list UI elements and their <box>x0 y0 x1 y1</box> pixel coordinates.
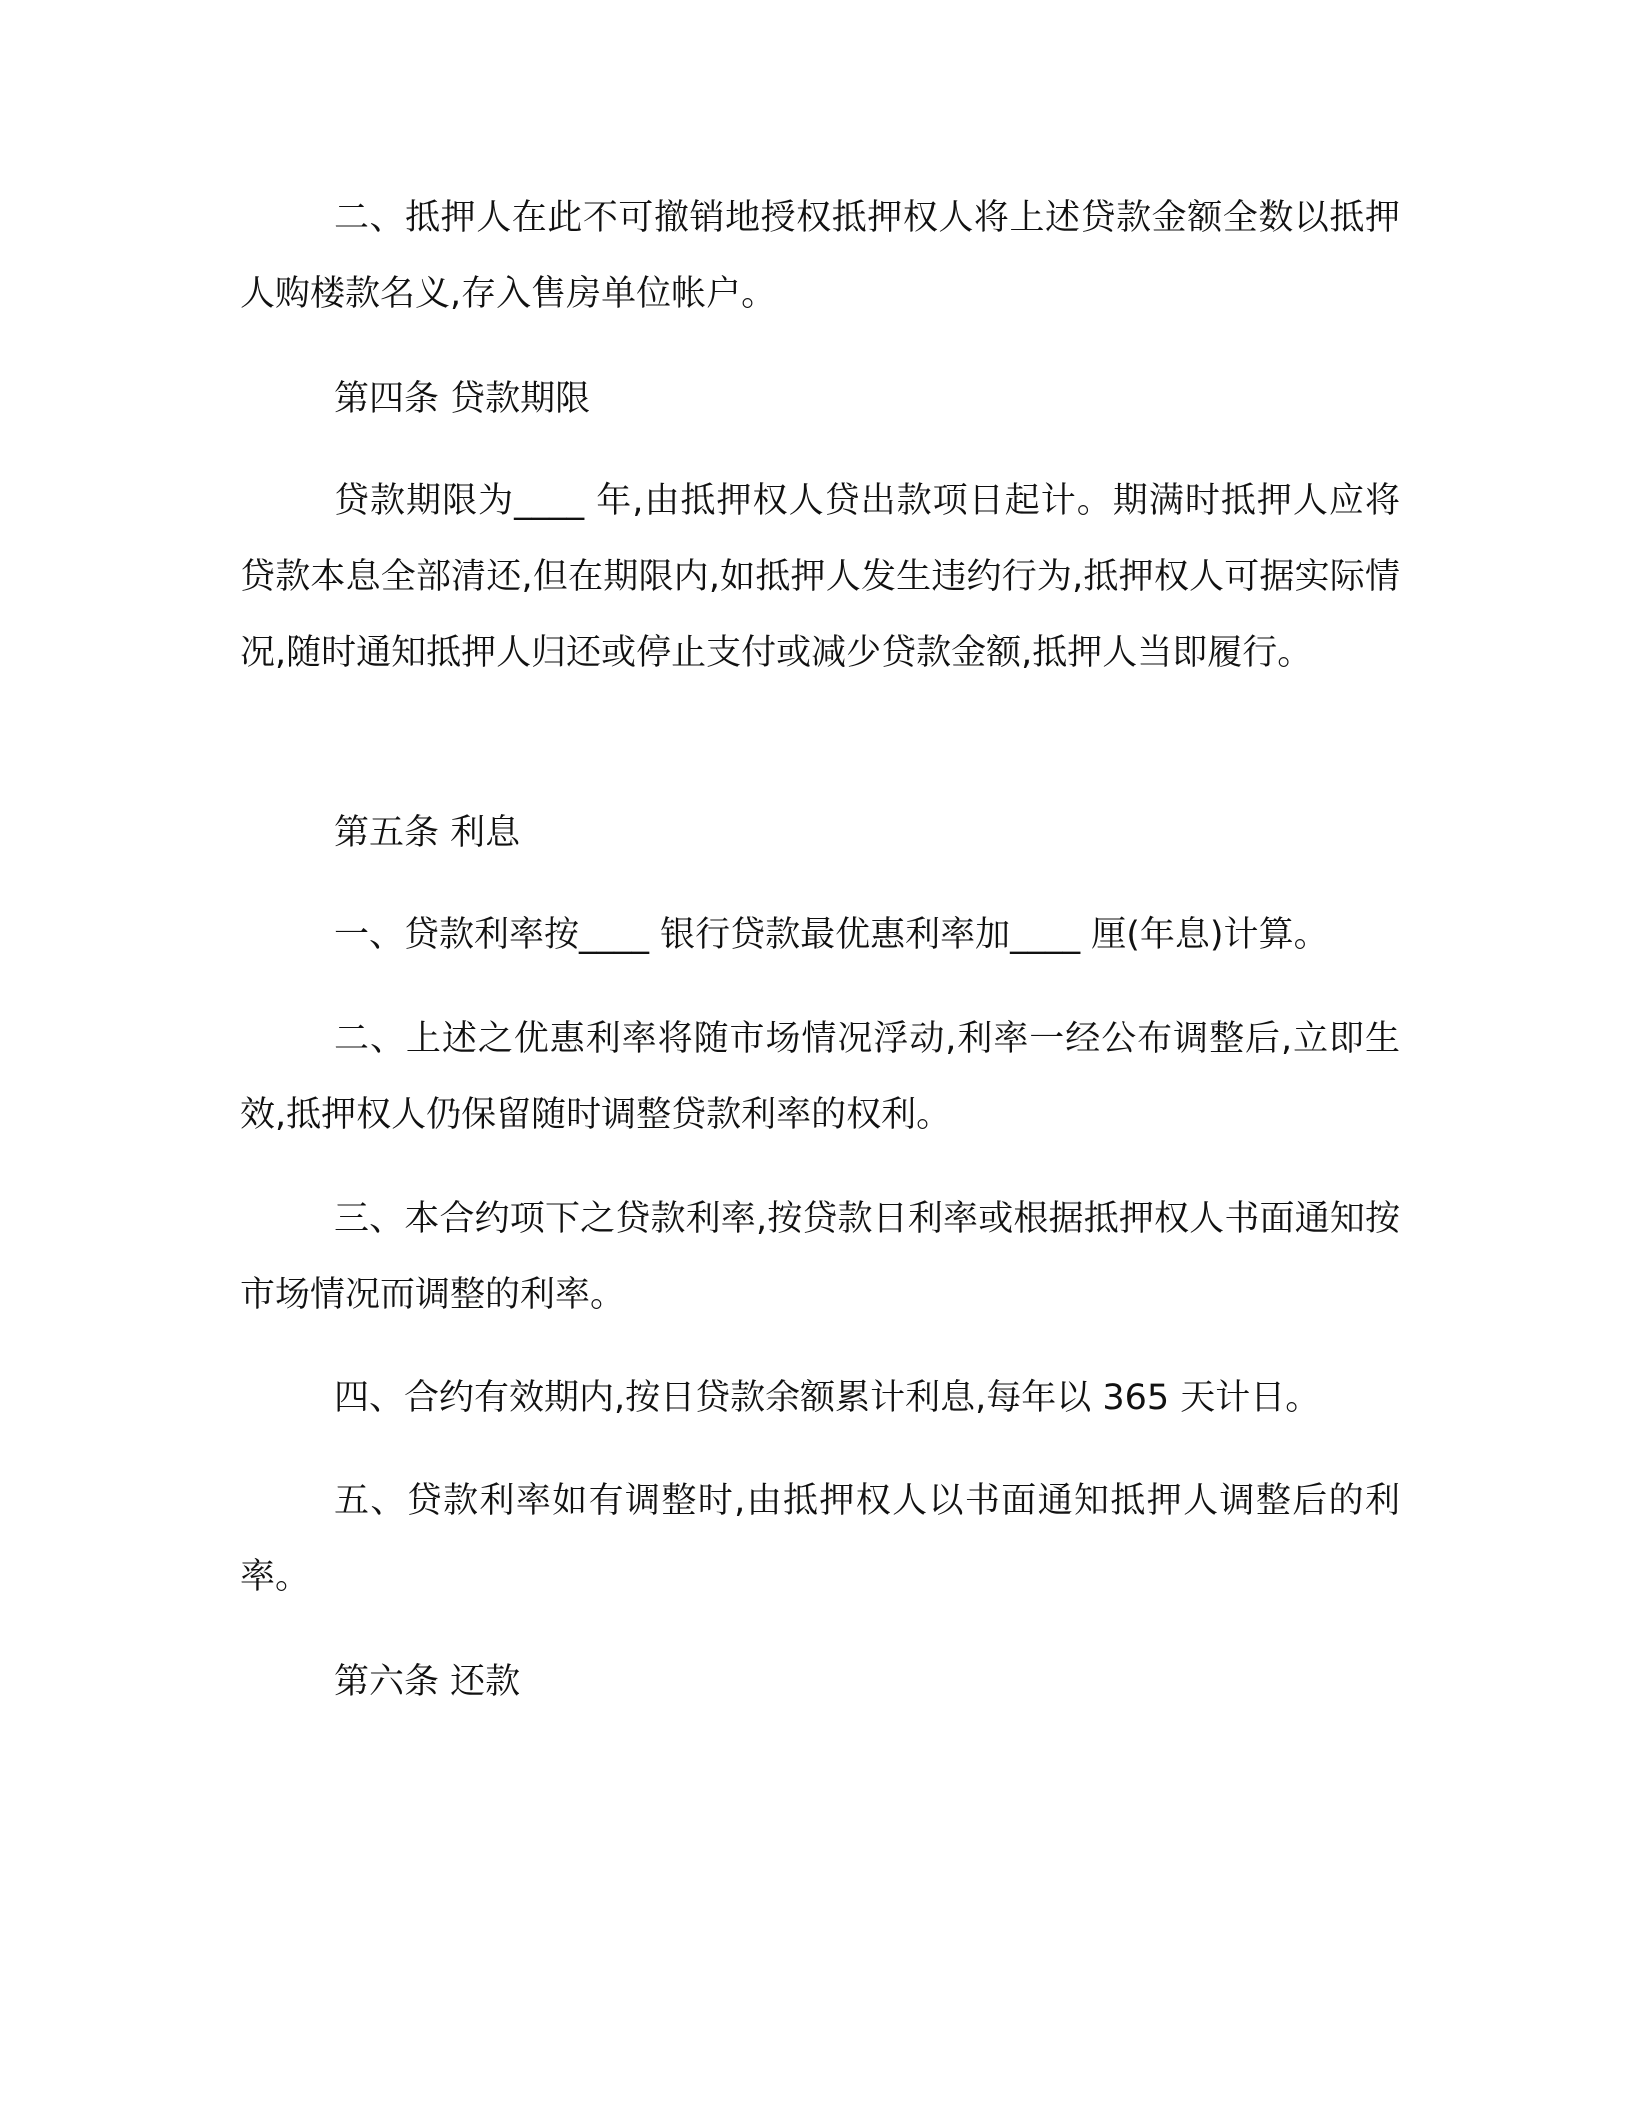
paragraph-interest-clause-4: 四、合约有效期内,按日贷款余额累计利息,每年以 365 天计日。 <box>334 1378 1321 1418</box>
paragraph-interest-clause-5: 五、贷款利率如有调整时,由抵押权人以书面通知抵押人调整后的利率。 <box>240 1481 1400 1597</box>
heading-article-4-loan-term: 第四条 贷款期限 <box>334 379 591 419</box>
paragraph-interest-clause-1: 一、贷款利率按____ 银行贷款最优惠利率加____ 厘(年息)计算。 <box>334 915 1329 955</box>
heading-article-5-interest: 第五条 利息 <box>334 813 521 853</box>
paragraph-clause-2-authorization: 二、抵押人在此不可撤销地授权抵押权人将上述贷款金额全数以抵押人购楼款名义,存入售房单位帐户。 <box>240 198 1400 314</box>
paragraph-interest-clause-3: 三、本合约项下之贷款利率,按贷款日利率或根据抵押权人书面通知按市场情况而调整的利率。 <box>240 1199 1400 1315</box>
paragraph-interest-clause-2: 二、上述之优惠利率将随市场情况浮动,利率一经公布调整后,立即生效,抵押权人仍保留随时调整贷款利率的权利。 <box>240 1019 1400 1135</box>
heading-article-6-repayment: 第六条 还款 <box>334 1662 521 1702</box>
paragraph-loan-term: 贷款期限为____ 年,由抵押权人贷出款项日起计。期满时抵押人应将贷款本息全部清还,但在期限内,如抵押人发生违约行为,抵押权人可据实际情况,随时通知抵押人归还或停止支付或减少贷款金额,抵押人当即履行。 <box>240 481 1400 673</box>
document-page <box>240 0 1400 2112</box>
